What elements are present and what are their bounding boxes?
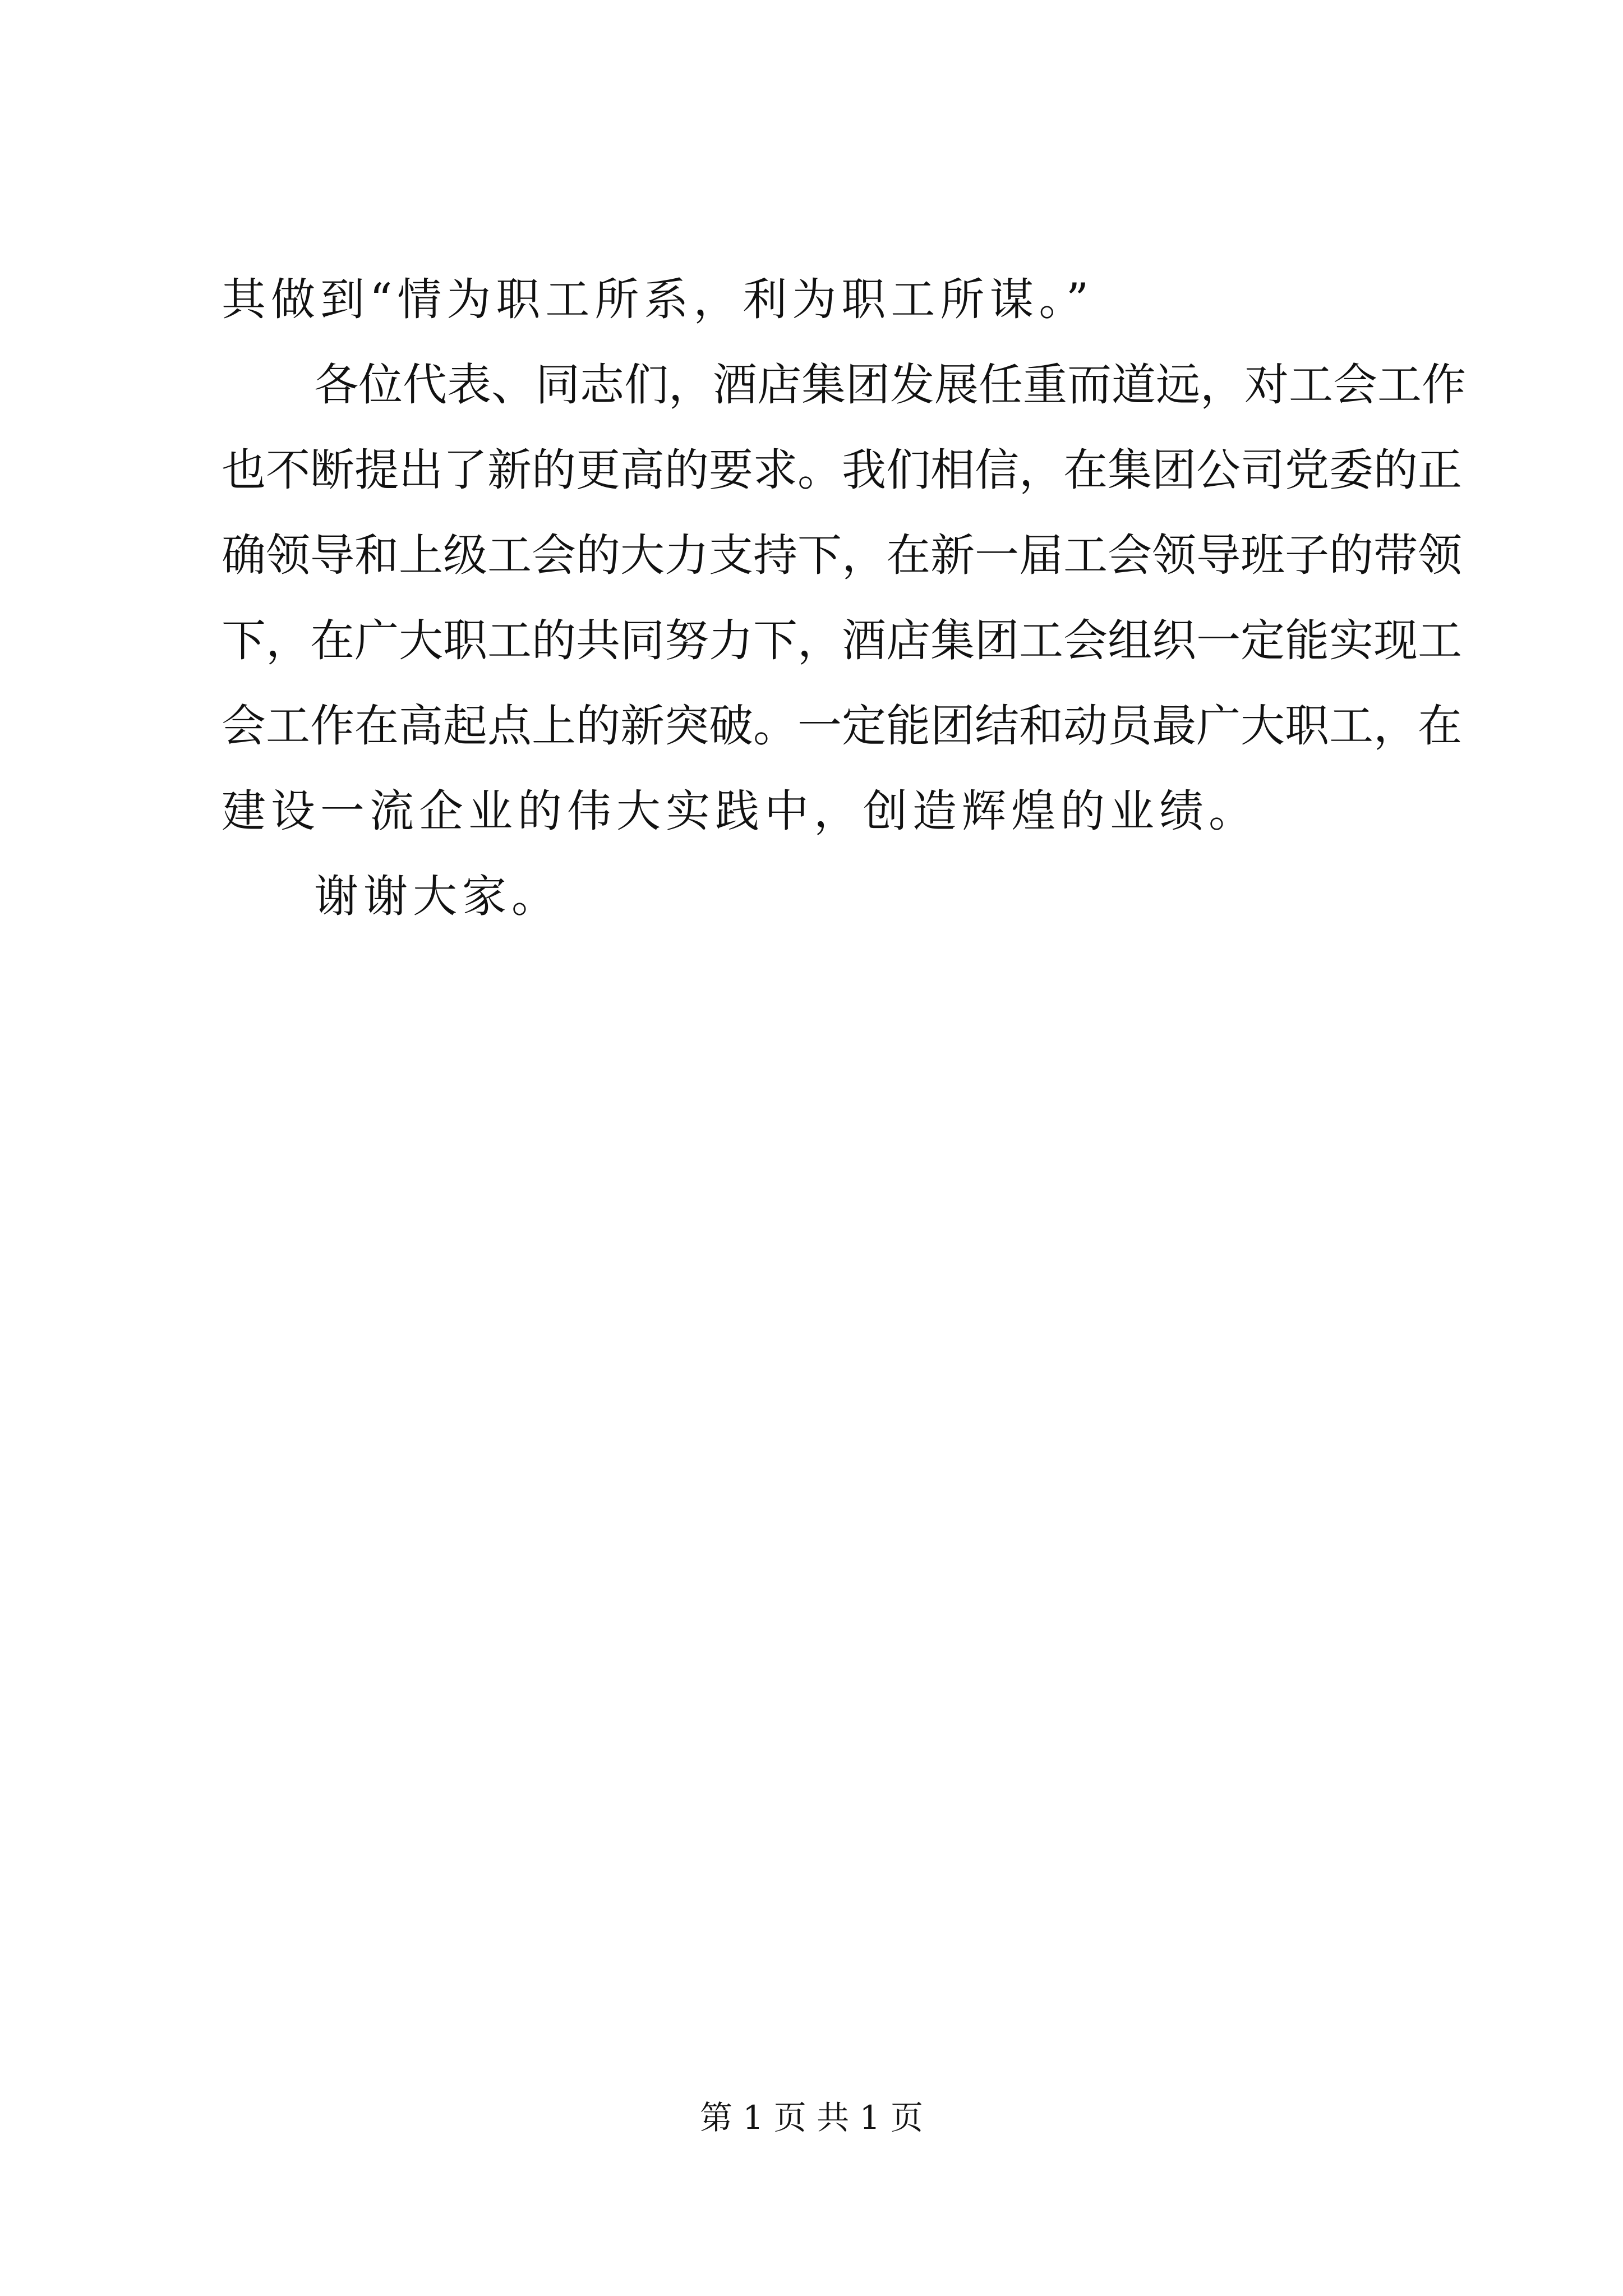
document-body xyxy=(222,257,1466,939)
paragraph-2-line-5: 会工作在高起点上的新突破。一定能团结和动员最广大职工，在 xyxy=(222,700,1462,752)
paragraph-2-line-6: 建设一流企业的伟大实践中，创造辉煌的业绩。 xyxy=(222,785,1258,837)
paragraph-2-line-1: 各位代表、同志们，酒店集团发展任重而道远，对工会工作 xyxy=(314,359,1466,411)
paragraph-3-line-1: 谢谢大家。 xyxy=(314,871,561,922)
page-number-footer: 第 1 页 共 1 页 xyxy=(700,2099,923,2137)
paragraph-1-line-1: 其做到“情为职工所系，利为职工所谋。” xyxy=(222,274,1094,325)
paragraph-2-line-4: 下，在广大职工的共同努力下，酒店集团工会组织一定能实现工 xyxy=(222,615,1462,666)
paragraph-2-line-2: 也不断提出了新的更高的要求。我们相信，在集团公司党委的正 xyxy=(222,444,1462,496)
paragraph-2-line-3: 确领导和上级工会的大力支持下，在新一届工会领导班子的带领 xyxy=(222,530,1462,581)
